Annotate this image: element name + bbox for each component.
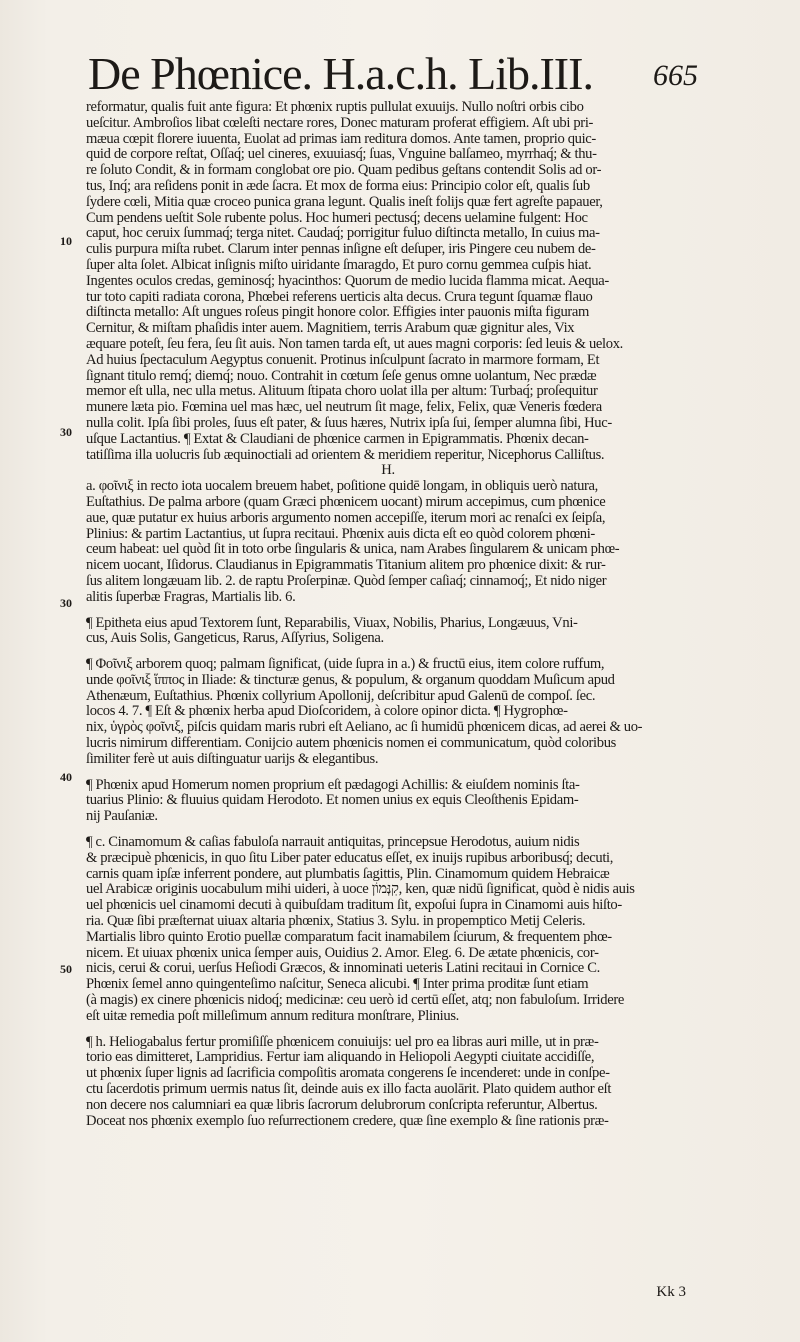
signature-mark: Kk 3 xyxy=(656,1284,686,1300)
text-line: ¶ Epitheta eius apud Textorem ſunt, Reparabilis, Viuax, Nobilis, Pharius, Longæuus, Vni- xyxy=(86,615,578,631)
text-line: culis purpura miſta rubet. Clarum inter pennas inſigne eſt deſuper, iris Pingere ceu nubem de- xyxy=(86,242,596,258)
paragraph-arbor xyxy=(86,657,690,768)
margin-line-number: 30 xyxy=(60,596,72,610)
text-line: non decere nos calumniari ea quæ libris ſacrorum delubrorum conſcripta referuntur, Albertus. xyxy=(86,1097,598,1113)
text-line: tatiſſima illa uolucris ſub æquinoctiali ad orientem & meridiem reperitur, Nicephorus Calliſtus. xyxy=(86,447,605,463)
paragraph-a xyxy=(86,479,690,605)
page-header xyxy=(88,44,698,104)
text-line: eſt uitæ remedia poſt milleſimum annum reditura monſtrare, Plinius. xyxy=(86,1008,459,1024)
text-line: nij Pauſaniæ. xyxy=(86,809,158,825)
text-line: ctu ſacerdotis primum uermis natus ſit, deinde auis ex illo facta auolārit. Plato quidem author eſt xyxy=(86,1082,612,1098)
text-line: ſus alitem longæuam lib. 2. de raptu Proſerpinæ. Quòd ſemper caſiaq́; cinnamoq́;, Et nido niger xyxy=(86,573,607,589)
text-line: ſignant titulo remq́; diemq́; nouo. Contrahit in cœtum ſeſe genus omne uolantum, Nec prædæ xyxy=(86,368,597,384)
text-line: ¶ h. Heliogabalus fertur promiſiſſe phœnicem conuiuijs: uel pro ea libras auri mille, ut in præ- xyxy=(86,1034,599,1050)
text-line: locos 4. 7. ¶ Eſt & phœnix herba apud Dioſcoridem, à colore opinor dicta. ¶ Hygrophœ- xyxy=(86,704,568,720)
text-line: & præcipuè phœnicis, in quo ſitu Liber pater educatus eſſet, ex inuijs rupibus arboribusq́; decuti, xyxy=(86,850,614,866)
margin-line-number: 10 xyxy=(60,234,72,248)
text-line: Plinius: & partim Lactantius, ut ſupra recitaui. Phœnix auis dicta eſt eo quòd colorem phœni- xyxy=(86,526,595,542)
text-line: ¶ Phœnix apud Homerum nomen proprium eſt pædagogi Achillis: & eiuſdem nominis ſta- xyxy=(86,777,580,793)
text-line: uſque Lactantius. ¶ Extat & Claudiani de phœnice carmen in Epigrammatis. Phœnix decan- xyxy=(86,431,589,447)
margin-line-number: 30 xyxy=(60,425,72,439)
text-line: Martialis libro quinto Erotio puellæ comparatum facit inamabilem ſciurum, & frequentem phœ- xyxy=(86,929,612,945)
text-line: uel Arabicæ originis uocabulum mihi uideri, à uoce קִנְּמוֹן, ken, quæ nidū ſignificat, quòd è nidis auis xyxy=(86,882,635,898)
text-line: nulla colit. Ipſa ſibi proles, ſuus eſt pater, & ſuus hæres, Nutrix ipſa ſui, ſemper alumna ſibi, Huc- xyxy=(86,415,612,431)
text-line: memor eſt ulla, nec ulla metus. Alituum ſtipata choro uolat illa per altum: Turbaq́; proſequitur xyxy=(86,384,598,400)
text-line: tus, Inq́; ara reſidens ponit in æde ſacra. Et mox de forma eius: Principio color eſt, qualis ſub xyxy=(86,178,590,194)
paragraph-epitheta xyxy=(86,616,690,648)
body-text xyxy=(86,100,690,1280)
text-line: caput, hoc ceruix ſummaq́; terga nitet. Caudaq́; porrigitur fuluo diſtincta metallo, In cuius ma- xyxy=(86,226,600,242)
text-line: mæua cœpit florere iuuenta, Euolat ad primas iam reditura domos. Ante tamen, proprio quic- xyxy=(86,131,596,147)
text-line: ueſcitur. Ambroſios libat cœleſti nectare rores, Donec maturam proferat effigiem. Aſt ubi pri- xyxy=(86,115,594,131)
text-line: carnis quam ipſæ inferrent pondere, aut plumbatis ſagittis, Plin. Cinamomum quidem Hebraicæ xyxy=(86,866,610,882)
text-line: ut phœnix ſuper lignis ad ſacrificia compoſitis aromata congerens ſe incenderet: unde in conſpe- xyxy=(86,1066,610,1082)
text-line: nix, ὑγρὸς φοῖνιξ, piſcis quidam maris rubri eſt Aeliano, ac ſi humidū phœnicem dicas, ad aerei & uo- xyxy=(86,720,643,736)
text-line: ¶ c. Cinamomum & caſias fabuloſa narrauit antiquitas, princepsue Herodotus, auium nidis xyxy=(86,835,580,851)
text-line: quid de corpore reſtat, Oſſaq́; uel cineres, exuuiasq́; ſuas, Vnguine balſameo, myrrhaq́; & thu- xyxy=(86,147,597,163)
text-line: aue, quæ putatur ex huius arboris argumento nomen accepiſſe, iterum mori ac renaſci ex ſeipſa, xyxy=(86,510,606,526)
running-title: De Phœnice. H.a.c.h. Lib.III. xyxy=(88,48,593,99)
text-line: ceum habeat: uel quòd ſit in toto orbe ſingularis & unica, nam Arabes ſingularem & unicam phœ- xyxy=(86,542,620,558)
text-line: tur toto capiti radiata corona, Phœbei referens uerticis alta decus. Crura tegunt ſquamæ flauo xyxy=(86,289,593,305)
text-line: re ſoluto Condit, & in formam conglobat ore pio. Quam pedibus geſtans contendit Solis ad or- xyxy=(86,163,602,179)
text-line: (à magis) ex cinere phœnicis nidoq́; medicinæ: ceu uerò id certū eſſet, atq; non fabuloſum. Irridere xyxy=(86,993,624,1009)
text-line: ſuper alta ſolet. Albicat inſignis miſto uiridante ſmaragdo, Et puro cornu gemmea cuſpis hiat. xyxy=(86,257,592,273)
text-line: Cum pendens ueſtit Sole rubente polus. Hoc humeri pectusq́; decens uelamine fulgent: Hoc xyxy=(86,210,588,226)
text-line: cus, Auis Solis, Gangeticus, Rarus, Aſſyrius, Soligena. xyxy=(86,631,384,647)
text-line: munere læta pio. Fœmina uel mas hæc, uel neutrum ſit mage, felix, Felix, quæ Veneris fœdera xyxy=(86,400,602,416)
text-line: æquare poteſt, ſeu fera, ſeu ſit auis. Non tamen tarda eſt, ut aues magni corporis: ſed leuis & uelox. xyxy=(86,336,623,352)
text-line: tuarius Plinio: & fluuius quidam Herodoto. Et nomen unius ex equis Cleoſthenis Epidam- xyxy=(86,793,579,809)
paragraph-homerus xyxy=(86,778,690,825)
text-line: nicem uocant, Iſidorus. Claudianus in Epigrammatis Titanium alitem pro phœnice dixit: & rur- xyxy=(86,558,606,574)
text-line: reformatur, qualis fuit ante figura: Et phœnix ruptis pullulat exuuijs. Nullo noſtri orbis cibo xyxy=(86,100,584,115)
text-line: Doceat nos phœnix exemplo ſuo reſurrectionem credere, quæ ſine exemplo & ſine rationis præ- xyxy=(86,1113,609,1129)
page-footer xyxy=(86,1284,696,1304)
paragraph-c xyxy=(86,835,690,1025)
text-line: nicem. Et uiuax phœnix unica ſemper auis, Ouidius 2. Amor. Eleg. 6. De ætate phœnicis, cor- xyxy=(86,945,599,961)
text-line: torio eas dimitteret, Lampridius. Fertur iam aliquando in Heliopoli Aegypti ciuitate accidiſſe, xyxy=(86,1050,595,1066)
text-line: Ingentes oculos credas, geminosq́; hyacinthos: Quorum de medio lucida flamma micat. Aequa- xyxy=(86,273,609,289)
text-line: Athenæum, Euſtathius. Phœnix collyrium Apollonij, deſcribitur apud Galenū de compoſ. ſec. xyxy=(86,688,596,704)
text-line: unde φοῖνιξ ἵππος in Iliade: & tincturæ genus, & populum, & organum quoddam Muſicum apud xyxy=(86,672,615,688)
margin-line-number: 50 xyxy=(60,962,72,976)
text-line: alitis ſuperbæ Fragras, Martialis lib. 6. xyxy=(86,589,296,605)
margin-line-number: 40 xyxy=(60,770,72,784)
paragraph-main xyxy=(86,100,690,463)
text-line: nicis, cerui & corui, uerſus Heſiodi Græcos, & innominati ueteris Latini recitaui in Cornice C. xyxy=(86,961,600,977)
text-line: ¶ Φοῖνιξ arborem quoq; palmam ſignificat, (uide ſupra in a.) & fructū eius, item colore ruffum, xyxy=(86,657,605,673)
text-line: ria. Quæ ſibi præſternat uiuax altaria phœnix, Statius 3. Sylu. in propemptico Metij Celeris. xyxy=(86,914,586,930)
section-marker: H. xyxy=(381,462,395,479)
text-line: Phœnix ſemel anno quingenteſimo naſcitur, Seneca alicubi. ¶ Inter prima proditæ ſunt etiam xyxy=(86,977,589,993)
text-line: ſimiliter ferè ut auis diſtinguatur uarijs & elegantibus. xyxy=(86,751,379,767)
paragraph-h xyxy=(86,1035,690,1130)
text-line: lucris nimirum differentiam. Conijcio autem phœnicis nomen ei communicatum, quòd coloribus xyxy=(86,736,616,752)
text-line: Euſtathius. De palma arbore (quam Græci phœnicem uocant) mirum accepimus, cum phœnice xyxy=(86,494,606,510)
text-line: a. φοῖνιξ in recto iota uocalem breuem habet, poſitione quidē longam, in obliquis uerò natura, xyxy=(86,479,598,495)
text-line: uel phœnicis uel cinamomi decuti à quibuſdam traditum ſit, expoſui ſupra in Cinamomi auis hiſto- xyxy=(86,898,622,914)
text-line: diſtincta metallo: Aſt ungues roſeus pingit honore color. Effigies inter pauonis miſta figuram xyxy=(86,305,590,321)
page-number: 665 xyxy=(653,59,698,92)
text-line: ſydere cœli, Mitia quæ croceo punica grana legunt. Qualis ineſt folijs quæ fert agreſte papauer, xyxy=(86,194,603,210)
text-line: Ad huius ſpectaculum Aegyptus conuenit. Protinus inſculpunt ſacrato in marmore formam, Et xyxy=(86,352,600,368)
text-line: Cernitur, & miſtam phaſidis inter auem. Magnitiem, terris Arabum quæ gignitur ales, Vix xyxy=(86,321,575,337)
